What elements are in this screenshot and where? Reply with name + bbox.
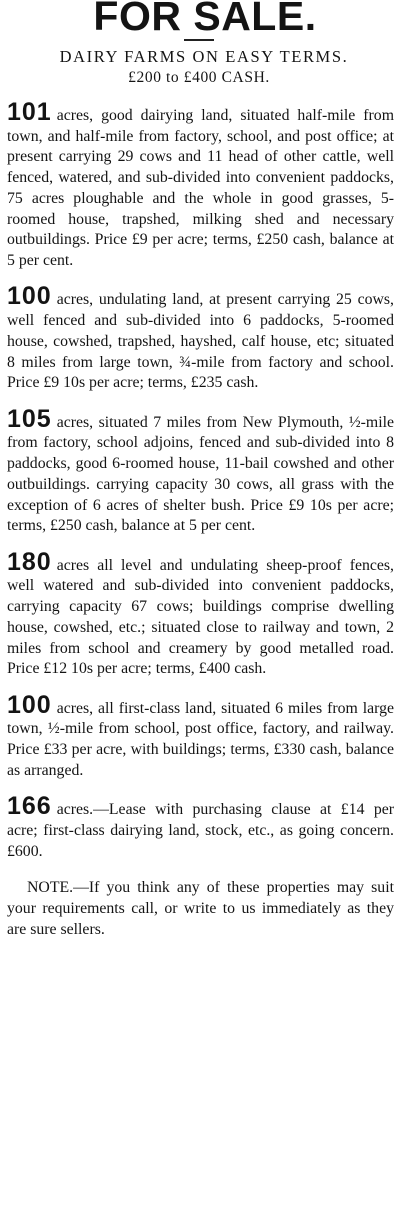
lot-acreage: 166 [7,792,52,821]
listing-text: acres, all first-class land, situated 6 miles from large town, ½-mile from school, post office, factory, and railway. Price £33 per acre, with buildings; terms, £330 cash, balance as arranged. [7,699,394,779]
lot-acreage: 180 [7,547,52,576]
lot-acreage: 105 [7,404,52,433]
listing-item [4,792,394,862]
listing-text: acres, situated 7 miles from New Plymouth, ½-mile from factory, school adjoins, fenced and sub-divided into 8 paddocks, good 6-roomed house, 11-bail cowshed and other outbuildings. carrying capacity 30 cows, all grass with the exception of 6 acres of shelter bush. Price £9 10s per acre; terms, £250 cash, balance at 5 per cent. [7,413,394,535]
listing-item [4,404,394,537]
listing-text: acres all level and undulating sheep-proof fences, well watered and sub-divided into convenient paddocks, carrying capacity 67 cows; buildings comprise dwelling house, cowshed, etc.; situated close to railway and town, 2 miles from school and creamery by good metalled road. Price £12 10s per acre; terms, £400 cash. [7,556,394,678]
listing-item [4,98,394,272]
title-divider [184,39,214,41]
listing-item [4,690,394,782]
listing-item [4,547,394,680]
ad-title: FOR SALE. [93,0,317,39]
listing-text: acres, good dairying land, situated half-mile from town, and half-mile from factory, school, and post office; at present carrying 29 cows and 11 head of other cattle, well fenced, watered, and sub-divided into convenient paddocks, 75 acres ploughable and the whole in good grasses, 5-roomed house, trapshed, milking shed and necessary outbuildings. Price £9 per acre; terms, £250 cash, balance at 5 per cent. [7,107,394,269]
listing-item [4,282,394,394]
listings [4,98,394,862]
closing-note: NOTE.—If you think any of these properties may suit your requirements call, or write to us immediately as they are sure sellers. [7,879,394,938]
ad-subtitle: DAIRY FARMS ON EASY TERMS. [59,47,349,66]
listing-text: acres, undulating land, at present carrying 25 cows, well fenced and sub-divided into 6 paddocks, 5-roomed house, cowshed, trapshed, hayshed, calf house, etc; situated 8 miles from large town, ¾-mile from factory and school. Price £9 10s per acre; terms, £235 cash. [7,291,394,392]
lot-acreage: 101 [7,98,52,126]
lot-acreage: 100 [7,690,52,719]
ad-terms: £200 to £400 CASH. [128,69,270,86]
listing-text: acres.—Lease with purchasing clause at £14 per acre; first-class dairying land, stock, etc., as going concern. £600. [7,801,394,860]
lot-acreage: 100 [7,282,52,311]
